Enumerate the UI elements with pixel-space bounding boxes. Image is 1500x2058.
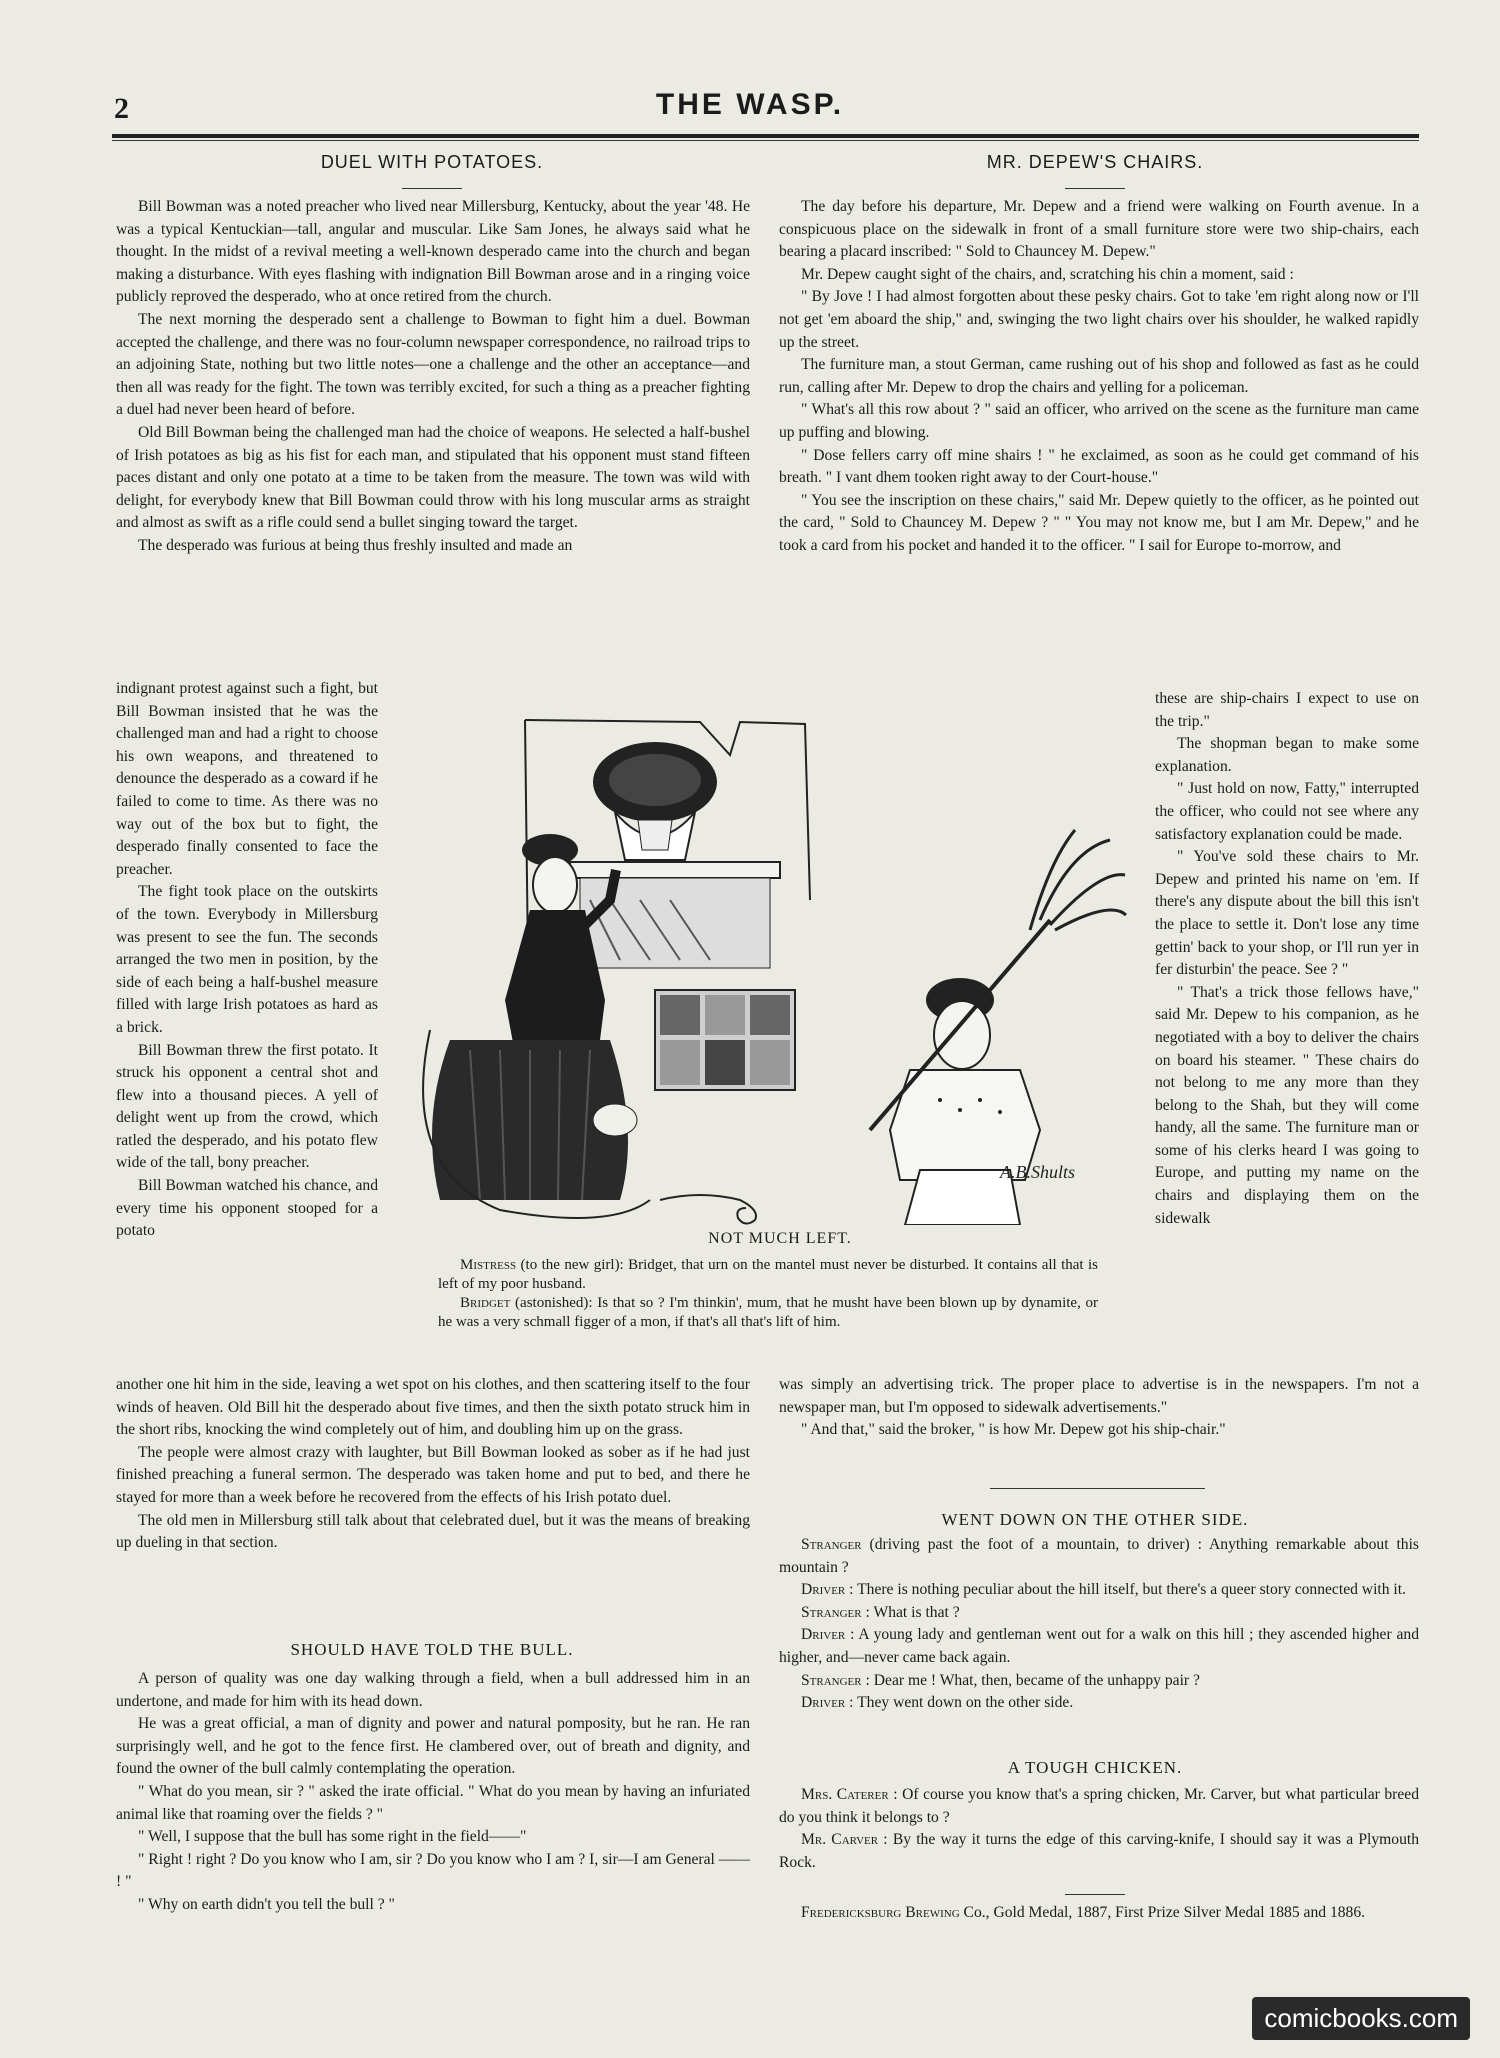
- paragraph: " Right ! right ? Do you know who I am, sir ? Do you know who I am ? I, sir—I am General —— ! ": [116, 1850, 750, 1891]
- paragraph: The day before his departure, Mr. Depew and a friend were walking on Fourth avenue. In a conspicuous place on the sidewalk in front of a small furniture store were two ship-chairs, each bearing a placard inscribed: " Sold to Chauncey M. Depew.": [779, 198, 1419, 261]
- dialogue-line: [779, 1670, 1419, 1693]
- cartoon-illustration: [410, 700, 1130, 1225]
- line-text: (astonished): Is that so ? I'm thinkin', mum, that he musht have been blown up by dynamite, or he was a very schmall figger of a mon, if that's all that's lift of him.: [438, 1295, 1099, 1330]
- caption-title: NOT MUCH LEFT.: [708, 1230, 852, 1247]
- paragraph: The furniture man, a stout German, came rushing out of his shop and followed as fast as he could run, calling after Mr. Depew to drop the chairs and yelling for a policeman.: [779, 356, 1419, 396]
- speaker: Mrs. Caterer :: [801, 1786, 898, 1803]
- paragraph: The old men in Millersburg still talk about that celebrated duel, but it was the means of breaking up dueling in that section.: [116, 1511, 750, 1552]
- dialogue-line: [779, 1624, 1419, 1669]
- header-rule: [112, 134, 1419, 138]
- speaker: Mistress: [460, 1257, 517, 1273]
- paragraph: The people were almost crazy with laughter, but Bill Bowman looked as sober as if he had just finished preaching a funeral sermon. The desperado was taken home and put to bed, and there he stayed for more than a week before he recovered from the effects of his Irish potato duel.: [116, 1443, 750, 1506]
- chicken-title: A TOUGH CHICKEN.: [1007, 1758, 1183, 1777]
- section-divider: [990, 1488, 1205, 1489]
- speaker: Driver :: [801, 1694, 854, 1712]
- depew-article-bottom: [779, 1374, 1419, 1442]
- dialogue-line: [779, 1784, 1419, 1829]
- paragraph: was simply an advertising trick. The proper place to advertise is in the newspapers. I'm not a newspaper man, but I'm opposed to sidewalk advertisements.": [779, 1376, 1419, 1416]
- speaker: Driver :: [801, 1581, 854, 1599]
- duel-article-bottom: [116, 1374, 750, 1555]
- paragraph: " You see the inscription on these chairs," said Mr. Depew quietly to the officer, as he pointed out the card, " Sold to Chauncey M. Depew ? " " You may not know me, but I am Mr. Depew," and he took a card from his pocket and handed it to the officer. " I sail for Europe to-morrow, and: [779, 491, 1419, 554]
- watermark-badge: comicbooks.com: [1252, 1997, 1470, 2040]
- depew-article-top: [779, 196, 1419, 558]
- paragraph: The desperado was furious at being thus freshly insulted and made an: [138, 536, 573, 554]
- paragraph: " Well, I suppose that the bull has some right in the field——": [138, 1828, 527, 1846]
- depew-title-rule: [1065, 188, 1125, 189]
- line-text: A young lady and gentleman went out for a walk on this hill ; they ascended higher and higher, and—never came back again.: [779, 1626, 1419, 1666]
- paragraph: " Just hold on now, Fatty," interrupted the officer, who could not see where any satisfactory explanation could be made.: [1155, 780, 1419, 843]
- speaker: Stranger: [801, 1536, 862, 1553]
- header-rule-thin: [112, 140, 1419, 141]
- line-text: Of course you know that's a spring chicken, Mr. Carver, but what particular breed do you think it belongs to ?: [779, 1786, 1419, 1826]
- paragraph: " Dose fellers carry off mine shairs ! " he exclaimed, as soon as he could get command of his breath. " I vant dhem tooken right away to der Court-house.": [779, 446, 1419, 487]
- advert: [779, 1902, 1419, 1925]
- speaker: Stranger :: [801, 1603, 870, 1621]
- cartoon-signature: A.B.Shults: [1000, 1162, 1075, 1182]
- paragraph: " And that," said the broker, " is how Mr. Depew got his ship-chair.": [801, 1421, 1226, 1439]
- paragraph: The next morning the desperado sent a challenge to Bowman to fight him a duel. Bowman accepted the challenge, and there was no four-column newspaper correspondence, no railroad trips to an adjoining State, nothing but two little notes—one a challenge and the other an acceptance—and then all was ready for the fight. The town was terribly excited, for such a thing as a preacher fighting a duel had never been heard of before.: [116, 310, 750, 419]
- paragraph: " By Jove ! I had almost forgotten about these pesky chairs. Got to take 'em right along now or I'll not get 'em aboard the ship," and, swinging the two light chairs over his shoulder, he walked rapidly up the street.: [779, 288, 1419, 351]
- dialogue-line: [779, 1829, 1419, 1874]
- line-text: There is nothing peculiar about the hill itself, but there's a queer story connected with it.: [857, 1581, 1406, 1599]
- urn-icon: [593, 742, 717, 860]
- duel-article-narrow: [116, 678, 378, 1243]
- bull-article: [116, 1668, 750, 1917]
- line-text: They went down on the other side.: [857, 1694, 1074, 1712]
- paragraph: The fight took place on the outskirts of the town. Everybody in Millersburg was present to see the fun. The seconds arranged the two men in position, by the side of each being a half-bushel measure filled with large Irish potatoes as hard as a brick.: [116, 883, 378, 1036]
- dialogue-line: [779, 1692, 1419, 1715]
- depew-article-narrow: [1155, 688, 1419, 1230]
- duel-title: DUEL WITH POTATOES.: [320, 152, 544, 172]
- mountain-dialogue: [779, 1534, 1419, 1715]
- speaker: Driver :: [801, 1626, 855, 1644]
- mountain-title: WENT DOWN ON THE OTHER SIDE.: [941, 1510, 1249, 1529]
- paragraph: The shopman began to make some explanation.: [1155, 735, 1419, 775]
- line-text: What is that ?: [873, 1603, 960, 1621]
- page-number: 2: [114, 92, 129, 125]
- dialogue-line: [779, 1579, 1419, 1602]
- paragraph: these are ship-chairs I expect to use on the trip.": [1155, 690, 1419, 730]
- dialogue-line: [779, 1534, 1419, 1579]
- paragraph: " What do you mean, sir ? " asked the irate official. " What do you mean by having an infuriated animal like that roaming over the fields ? ": [116, 1782, 750, 1823]
- maid-figure: [890, 978, 1040, 1225]
- paragraph: " Why on earth didn't you tell the bull ? ": [138, 1895, 395, 1913]
- advert-name: Fredericksburg Brewing: [801, 1904, 960, 1921]
- paragraph: " What's all this row about ? " said an officer, who arrived on the scene as the furniture man came up puffing and blowing.: [779, 401, 1419, 441]
- duel-article-top: [116, 196, 750, 558]
- paragraph: Bill Bowman watched his chance, and every time his opponent stooped for a potato: [116, 1177, 378, 1240]
- duel-title-rule: [402, 188, 462, 189]
- paragraph: He was a great official, a man of dignity and power and natural pomposity, but he ran. He ran surprisingly well, and he got to the fence first. He clambered over, out of breath and dignity, and found the owner of the bull calmly contemplating the operation.: [116, 1715, 750, 1778]
- speaker: Bridget: [460, 1295, 511, 1311]
- paragraph: another one hit him in the side, leaving a wet spot on his clothes, and then scattering itself to the four winds of heaven. Old Bill hit the desperado about five times, and then the sixth potato struck him in the short ribs, knocking the wind completely out of him, and doubling him up on the grass.: [116, 1376, 750, 1439]
- caption-dialogue: [438, 1256, 1098, 1332]
- paragraph: Old Bill Bowman being the challenged man had the choice of weapons. He selected a half-bushel of Irish potatoes as big as his fist for each man, and stipulated that his opponent must stand fifteen paces distant and only one potato at a time to be taken from the measure. The town was wild with delight, for everybody knew that Bill Bowman could throw with his long muscular arms as straight and almost as swift as a rifle could send a bullet singing toward the target.: [116, 423, 750, 532]
- speaker: Mr. Carver :: [801, 1831, 888, 1849]
- paragraph: " That's a trick those fellows have," said Mr. Depew to his companion, as he negotiated with a boy to deliver the chairs on board his steamer. " These chairs do not belong to me any more than they belong to the Shah, but they will come handy, all the same. The furniture man or some of his clerks heard I was going to Europe, and putting my name on the chairs and displaying them on the sidewalk: [1155, 983, 1419, 1227]
- tile-panel: [655, 990, 795, 1090]
- depew-title: MR. DEPEW'S CHAIRS.: [986, 152, 1204, 172]
- speaker: Stranger :: [801, 1671, 870, 1689]
- advert-text: Co., Gold Medal, 1887, First Prize Silver Medal 1885 and 1886.: [963, 1904, 1366, 1921]
- paragraph: A person of quality was one day walking through a field, when a bull addressed him in an undertone, and made for him with its head down.: [116, 1670, 750, 1710]
- mantel-shelf: [570, 862, 780, 878]
- dialogue-line: [779, 1602, 1419, 1625]
- paragraph: " You've sold these chairs to Mr. Depew and printed his name on 'em. If there's any dispute about the bill this isn't the place to settle it. Don't lose any time gettin' back to your shop, or I'll run yer in fer disturbin' the peace. See ? ": [1155, 848, 1419, 979]
- chicken-dialogue: [779, 1784, 1419, 1874]
- line-text: Dear me ! What, then, became of the unhappy pair ?: [873, 1671, 1200, 1689]
- line-text: (to the new girl): Bridget, that urn on the mantel must never be disturbed. It contains all that is left of my poor husband.: [438, 1257, 1099, 1292]
- paragraph: indignant protest against such a fight, but Bill Bowman insisted that he was the challenged man and had a right to choose his own weapons, and threatened to denounce the desperado as a coward if he failed to come to time. As there was no way out of the box but to fight, the desperado finally consented to face the preacher.: [116, 680, 378, 878]
- line-text: By the way it turns the edge of this carving-knife, I should say it was a Plymouth Rock.: [779, 1831, 1419, 1871]
- line-text: (driving past the foot of a mountain, to driver) : Anything remarkable about this mountain ?: [779, 1536, 1419, 1576]
- advert-rule: [1065, 1894, 1125, 1895]
- paragraph: Bill Bowman threw the first potato. It struck his opponent a central shot and flew into a thousand pieces. A yell of delight went up from the crowd, which ratled the desperado, and his potato flew wide of the tall, bony preacher.: [116, 1041, 378, 1172]
- bull-title: SHOULD HAVE TOLD THE BULL.: [290, 1640, 574, 1659]
- swirl-ornament: [660, 1195, 756, 1224]
- masthead-title: THE WASP.: [655, 88, 845, 121]
- paragraph: Mr. Depew caught sight of the chairs, and, scratching his chin a moment, said :: [801, 265, 1294, 283]
- paragraph: Bill Bowman was a noted preacher who lived near Millersburg, Kentucky, about the year '48. He was a typical Kentuckian—tall, angular and muscular. Like Sam Jones, he always said what he thought. In the midst of a revival meeting a well-known desperado came into the church and began making a disturbance. With eyes flashing with indignation Bill Bowman arose and in a ringing voice publicly reproved the desperado, who at once retired from the church.: [116, 198, 750, 306]
